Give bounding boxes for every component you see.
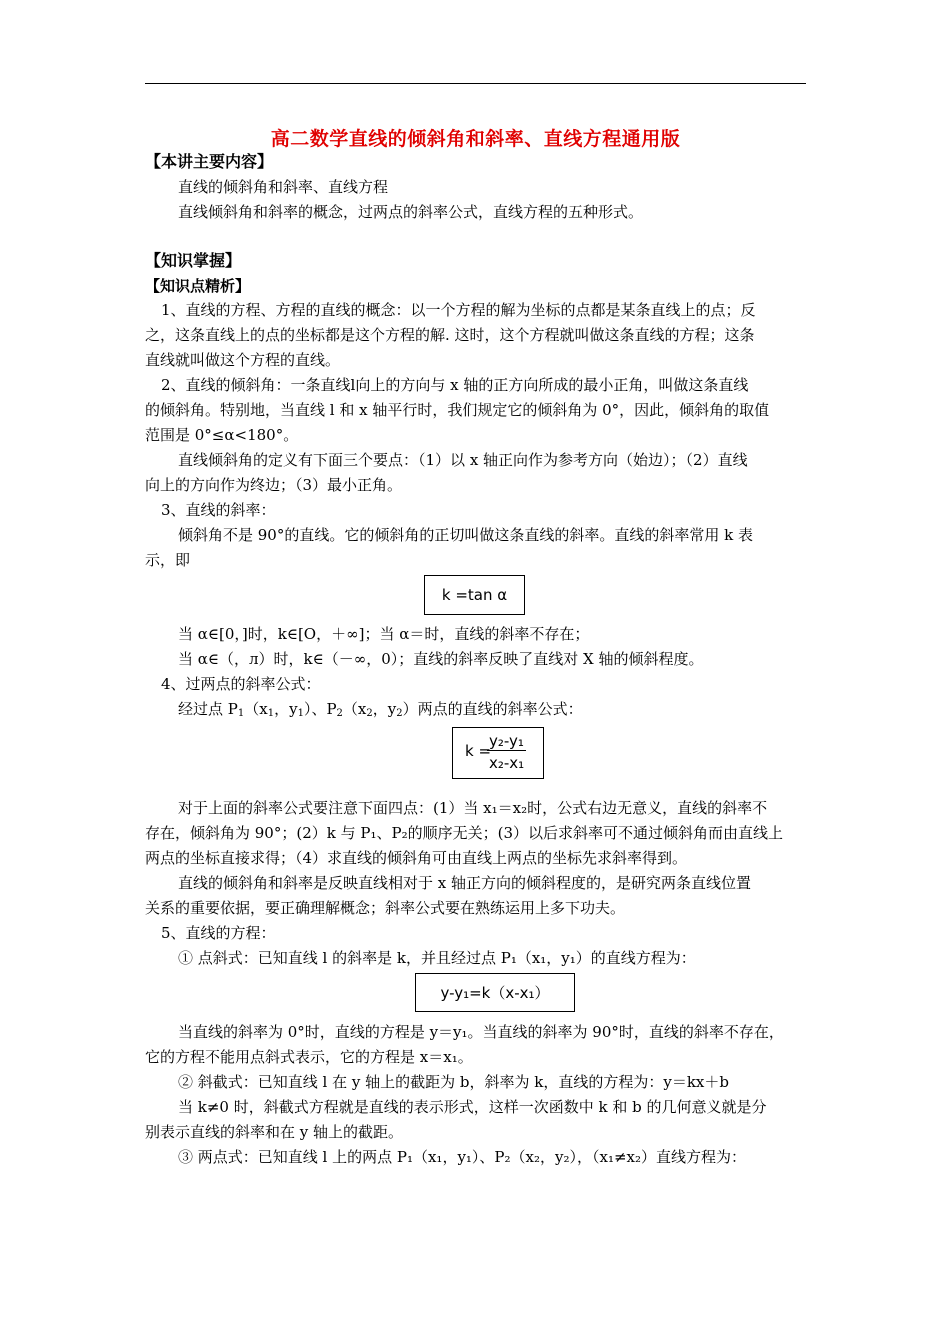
- section-heading-main: 【本讲主要内容】: [145, 152, 274, 171]
- paragraph-line: 它的方程不能用点斜式表示，它的方程是 x＝x₁。: [145, 1048, 473, 1066]
- paragraph-line: 直线就叫做这个方程的直线。: [145, 351, 341, 369]
- paragraph-line: 直线的倾斜角和斜率是反映直线相对于 x 轴正方向的倾斜程度的，是研究两条直线位置: [178, 874, 751, 892]
- formula-box-point-slope: [415, 973, 575, 1012]
- paragraph-line: ① 点斜式：已知直线 l 的斜率是 k，并且经过点 P₁（x₁，y₁）的直线方程为：: [178, 949, 696, 967]
- section-heading-knowledge: 【知识掌握】: [145, 251, 242, 270]
- paragraph-line: 当 α∈[0，]时，k∈[O，＋∞]；当 α＝时，直线的斜率不存在；: [178, 625, 590, 643]
- paragraph-line: 2、直线的倾斜角：一条直线l向上的方向与 x 轴的正方向所成的最小正角，叫做这条直线: [161, 376, 749, 394]
- paragraph-line: 别表示直线的斜率和在 y 轴上的截距。: [145, 1123, 404, 1141]
- paragraph-line: 当 α∈（，л）时，k∈（－∞，0）；直线的斜率反映了直线对 X 轴的倾斜程度。: [178, 650, 704, 668]
- paragraph-line: 经过点 $P_1(x_1$，$y_1$）、$P_2(x_2$，$y_2$）两点的直线的斜率公式：: [178, 700, 583, 719]
- paragraph-line: 直线倾斜角的定义有下面三个要点：（1）以 x 轴正向作为参考方向（始边）；（2）直线: [178, 451, 748, 469]
- formula-numerator: y₂-y₁: [489, 732, 524, 750]
- paragraph-line: 1、直线的方程、方程的直线的概念：以一个方程的解为坐标的点都是某条直线上的点；反: [161, 301, 756, 319]
- paragraph-line: 当直线的斜率为 0°时，直线的方程是 y＝y₁。当直线的斜率为 90°时，直线的斜率不存在，: [178, 1023, 784, 1041]
- paragraph-line: 倾斜角不是 90°的直线。它的倾斜角的正切叫做这条直线的斜率。直线的斜率常用 k 表: [178, 526, 753, 544]
- paragraph-line: 的倾斜角。特别地，当直线 l 和 x 轴平行时，我们规定它的倾斜角为 0°，因此，倾斜角的取值: [145, 401, 770, 419]
- paragraph-line: 存在，倾斜角为 90°；(2）k 与 P₁、P₂的顺序无关；(3）以后求斜率可不通过倾斜角而由直线上: [145, 824, 783, 842]
- paragraph-line: 当 k≠0 时，斜截式方程就是直线的表示形式，这样一次函数中 k 和 b 的几何意义就是分: [178, 1098, 767, 1116]
- formula-k: k =: [465, 742, 492, 760]
- paragraph-line: 关系的重要依据，要正确理解概念；斜率公式要在熟练运用上多下功夫。: [145, 899, 626, 917]
- formula-box-slope: [424, 575, 525, 615]
- formula-denominator: x₂-x₁: [489, 754, 525, 772]
- paragraph-line: 之，这条直线上的点的坐标都是这个方程的解. 这时，这个方程就叫做这条直线的方程；这条: [145, 326, 755, 344]
- formula-box-two-point-slope: [452, 727, 544, 779]
- paragraph-heading: 5、直线的方程：: [161, 924, 276, 942]
- main-content-line: 直线倾斜角和斜率的概念，过两点的斜率公式，直线方程的五种形式。: [178, 203, 644, 221]
- paragraph-line: ② 斜截式：已知直线 l 在 y 轴上的截距为 b，斜率为 k，直线的方程为：y＝kx＋b: [178, 1073, 729, 1091]
- main-content-line: 直线的倾斜角和斜率、直线方程: [178, 178, 389, 196]
- paragraph-line: 示，即: [145, 551, 191, 569]
- paragraph-line: 范围是 0°≤α<180°。: [145, 426, 299, 444]
- formula-text: y-y₁=k（x-x₁）: [440, 984, 550, 1002]
- paragraph-line: 两点的坐标直接求得；（4）求直线的倾斜角可由直线上两点的坐标先求斜率得到。: [145, 849, 688, 867]
- paragraph-line: 向上的方向作为终边；（3）最小正角。: [145, 476, 403, 494]
- paragraph-line: ③ 两点式：已知直线 l 上的两点 P₁（x₁，y₁）、P₂（x₂，y₂），（x₁≠x₂）直线方程为：: [178, 1148, 747, 1166]
- header-rule: [145, 83, 806, 84]
- paragraph-heading: 4、过两点的斜率公式：: [161, 675, 321, 693]
- paragraph-heading: 3、直线的斜率：: [161, 501, 276, 519]
- document-title: 高二数学直线的倾斜角和斜率、直线方程通用版: [270, 128, 681, 150]
- paragraph-line: 对于上面的斜率公式要注意下面四点：(1）当 x₁＝x₂时，公式右边无意义，直线的斜率不: [178, 799, 768, 817]
- formula-text: k =tan α: [441, 586, 508, 604]
- section-subheading: 【知识点精析】: [145, 277, 251, 295]
